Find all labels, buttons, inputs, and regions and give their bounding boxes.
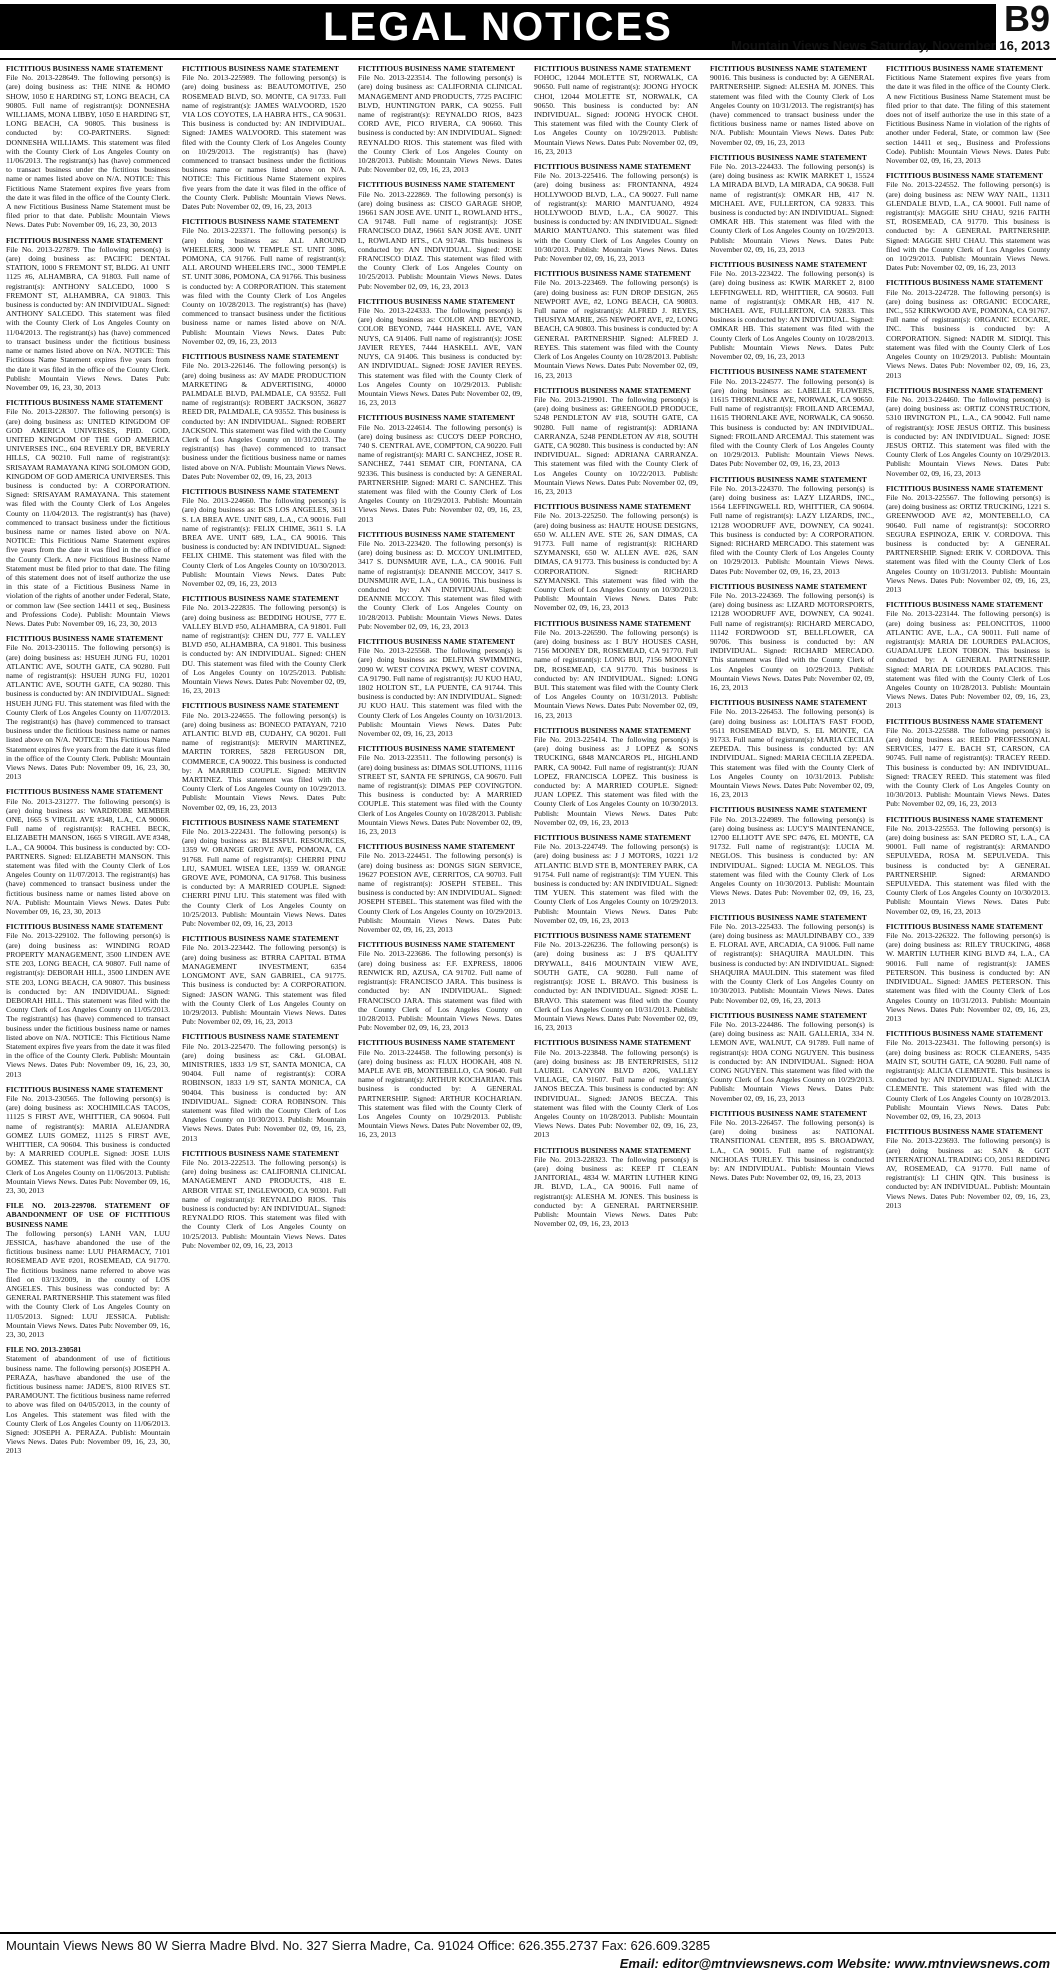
legal-notice [6, 1085, 170, 1195]
notice-body: File No. 2013-224577. The following person(s) is (are) doing business as: LABELLE FLOWERS, 11615 THORNLAKE AVE, NORWALK, CA 90650. Full name of registrant(s): FROILAND ARCEMAJ, 11615 THORNLAKE AVE, NORWALK, CA 90650. This business is conducted by: AN INDIVIDUAL. Signed: FROILAND ARCEMAJ. This statement was filed with the County Clerk of Los Angeles County on 10/29/2013. Publish: Mountain Views News. Dates Pub: November 02, 09, 16, 23, 2013 [710, 376, 874, 469]
notice-body: File No. 2013-224458. The following person(s) is (are) doing business as: FLUX HOOKAH, 408 N. MAPLE AVE #B, MONTEBELLO, CA 90640. Full name of registrant(s): ARTHUR KOCHARIAN. This business is conducted by: A GENERAL PARTNERSHIP. Signed: ARTHUR KOCHARIAN. This statement was filed with the County Clerk of Los Angeles County on 10/29/2013. Publish: Mountain Views News. Dates Pub: November 02, 09, 16, 23, 2013 [358, 1047, 522, 1140]
notice-heading: FICTITIOUS BUSINESS NAME STATEMENT [886, 716, 1043, 726]
notice-body: File No. 2013-226453. The following person(s) is (are) doing business as: LOLITA'S FAST FOOD, 9511 ROSEMEAD BLVD, S. EL MONTE, CA 91733. Full name of registrant(s): MARIA CECILIA ZEPEDA. This business is conducted by: AN INDIVIDUAL. Signed: MARIA CECILIA ZEPEDA. This statement was filed with the County Clerk of Los Angeles County on 10/31/2013. Publish: Mountain Views News. Dates Pub: November 02, 09, 16, 23, 2013 [710, 707, 874, 800]
notice-heading: FICTITIOUS BUSINESS NAME STATEMENT [182, 1032, 339, 1042]
notice-heading: FICTITIOUS BUSINESS NAME STATEMENT [886, 814, 1043, 824]
page-header [0, 0, 1056, 62]
notice-body: File No. 2013-222431. The following person(s) is (are) doing business as: BLISSFUL RESOURCES, 1359 W. ORANGE GROVE AVE, POMONA, CA 91768. Full name of registrant(s): CHERRI PINU LIU, SAMUEL WISEA LEE, 1359 W. ORANGE GROVE AVE, POMONA, CA 91768. This business is conducted by: A MARRIED COUPLE. Signed: CHERRI PINU LIU. This statement was filed with the County Clerk of Los Angeles County on 10/25/2013. Publish: Mountain Views News. Dates Pub: November 02, 09, 16, 23, 2013 [182, 827, 346, 929]
legal-notice [182, 934, 346, 1026]
notice-heading: FICTITIOUS BUSINESS NAME STATEMENT [358, 636, 515, 646]
legal-notice [182, 1032, 346, 1142]
notice-body: File No. 2013-222869. The following person(s) is (are) doing business as: CISCO GARAGE SHOP, 19661 SAN JOSE AVE. UNIT L, ROWLAND HTS., CA 91748. Full name of registrant(s): JOSE FRANCISCO DIAZ, 19661 SAN JOSE AVE. UNIT L, ROWLAND HTS., CA 91748. This business is conducted by: AN INDIVIDUAL. Signed: JOSE FRANCISCO DIAZ. This statement was filed with the County Clerk of Los Angeles County on 10/25/2013. Publish: Mountain Views News. Dates Pub: November 02, 09, 16, 23, 2013 [358, 189, 522, 291]
notice-body: File No. 2013-226322. The following person(s) is (are) doing business as: RILEY TRUCKING, 4868 W. MARTIN LUTHER KING BLVD #4, L.A., CA 90016. Full name of registrant(s): JAMES PETERSON. This business is conducted by: AN INDIVIDUAL. Signed: JAMES PETERSON. This statement was filed with the County Clerk of Los Angeles County on 10/31/2013. Publish: Mountain Views News. Dates Pub: November 02, 09, 16, 23, 2013 [886, 931, 1050, 1023]
legal-notice [534, 619, 698, 720]
notice-column-1 [6, 64, 170, 1926]
notice-body: File No. 2013-225989. The following person(s) is (are) doing business as: BEAUTOMOTIVE, 250 ROSEMEAD BLVD, SO. MONTE, CA 91733. Full name of registrant(s): JAMES WALVOORD, 1520 VIA LOS COYOTES, LA HABRA HTS., CA 90631. This business is conducted by: AN INDIVIDUAL. Signed: JAMES WALVOORD. This statement was filed with the County Clerk of Los Angeles County on 10/29/2013. The registrant(s) has (have) commenced to transact business under the fictitious business name or names listed above on N/A. NOTICE: This Fictitious Name Statement expires five years from the date it was filed in the office of the County Clerk. Publish: Mountain Views News. Dates Pub: November 02, 09, 16, 23, 2013 [182, 73, 346, 212]
notice-heading: FICTITIOUS BUSINESS NAME STATEMENT [182, 701, 339, 711]
notice-body: File No. 2013-231277. The following person(s) is (are) doing business as: WARDROBE MEMBER ONE, 1665 S VIRGIL AVE #348, L.A., CA 90006. Full name of registrant(s): RACHEL BECK, ELIZABETH MANSON, 1665 S VIRGIL AVE #348, L.A., CA 90004. This business is conducted by: CO-PARTNERS. Signed: ELIZABETH MANSON. This statement was filed with the County Clerk of Los Angeles County on 11/07/2013. The registrant(s) has (have) commenced to transact business under the fictitious business name or names listed above on N/A. Publish: Mountain Views News. Dates Pub: November 09, 16, 23, 30, 2013 [6, 796, 170, 917]
notice-body: File No. 2013-223442. The following person(s) is (are) doing business as: BTRRA CAPITAL BTMA MANAGEMENT INVESTMENT, 6354 LONGMONT AVE, SAN GABRIEL, CA 91775. This business is conducted by: A CORPORATION. Signed: JASON WANG. This statement was filed with the County Clerk of Los Angeles County on 10/29/2013. Publish: Mountain Views News. Dates Pub: November 02, 09, 16, 23, 2013 [182, 943, 346, 1027]
notice-body: File No. 2013-224614. The following person(s) is (are) doing business as: CUCO'S DEEP PORCHO, 740 S. CENTRAL AVE, COMPTON, CA 90220. Full name of registrant(s): MARI C. SANCHEZ, JOSE R. SANCHEZ, 7441 SEMAT CIR, FONTANA, CA 92336. This business is conducted by: A GENERAL PARTNERSHIP. Signed: MARI C. SANCHEZ. This statement was filed with the County Clerk of Los Angeles County on 10/29/2013. Publish: Mountain Views News. Dates Pub: November 02, 09, 16, 23, 2013 [358, 422, 522, 524]
notice-body: File No. 2013-223848. The following person(s) is (are) doing business as: JB ENTERPRISES, 5112 LAUREL CANYON BLVD #206, VALLEY VILLAGE, CA 91607. Full name of registrant(s): JANOS BECZA. This business is conducted by: AN INDIVIDUAL. Signed: JANOS BECZA. This statement was filed with the County Clerk of Los Angeles County on 10/28/2013. Publish: Mountain Views News. Dates Pub: November 02, 09, 16, 23, 2013 [534, 1047, 698, 1140]
notice-body: Statement of abandonment of use of fictitious business name. The following person(s) JOSEPH A. PERAZA, has/have abandoned the use of the fictitious business name: JADE'S, 8100 RIVES ST. PARAMOUNT. The fictitious business name referred to above was filed on 04/05/2013, in the county of Los Angeles. This statement was filed with the County Clerk of Los Angeles County on 11/06/2013. Signed: JOSEPH A. PERAZA. Publish: Mountain Views News. Dates Pub: November 09, 16, 23, 30, 2013 [6, 1354, 170, 1456]
notice-body: File No. 2013-224333. The following person(s) is (are) doing business as: COLOR AND BEYOND, COLOR BEYOND, 7444 HASKELL AVE, VAN NUYS, CA 91406. Full name of registrant(s): JOSE JAVIER REYES, 7444 HASKELL AVE, VAN NUYS, CA 91406. This business is conducted by: AN INDIVIDUAL. Signed: JOSE JAVIER REYES. This statement was filed with the County Clerk of Los Angeles County on 10/29/2013. Publish: Mountain Views News. Dates Pub: November 02, 09, 16, 23, 2013 [358, 306, 522, 408]
legal-notice [358, 530, 522, 631]
notice-heading: FICTITIOUS BUSINESS NAME STATEMENT [358, 940, 515, 950]
notice-column-3 [358, 64, 522, 1926]
notice-heading: FICTITIOUS BUSINESS NAME STATEMENT [182, 64, 339, 73]
page-footer [0, 1932, 1056, 1971]
notice-body: File No. 2013-223514. The following person(s) is (are) doing business as: CALIFORNIA CLINICAL MANAGEMENT AND PRODUCTS, 7725 PACIFIC BLVD, HUNTINGTON PARK, CA 90255. Full name of registrant(s): REYNALDO RIOS, 8423 CORD AVE, PICO RIVERA, CA 90660. This business is conducted by: AN INDIVIDUAL. Signed: REYNALDO RIOS. This statement was filed with the County Clerk of Los Angeles County on 10/28/2013. Publish: Mountain Views News. Dates Pub: November 02, 09, 16, 23, 2013 [358, 73, 522, 175]
notice-heading: FICTITIOUS BUSINESS NAME STATEMENT [710, 152, 867, 162]
legal-notice [710, 1011, 874, 1103]
legal-notice [710, 805, 874, 906]
notice-body: File No. 2013-228307. The following person(s) is (are) doing business as: UNITED KINGDOM OF GOD AMERICA UNIVERSES, PHD. GOD, UNITED KINGDOM OF THE GOD AMERICA UNIVERSES INC., 604 REVERLY DR, BEVERLY HILLS, CA 90210. Full name of registrant(s): SRISAYAM RAMAYANA KING SOLOMON GOD, KINGDOM OF GOD AMERICA UNIVERSES. This business is conducted by: A CORPORATION. Signed: SRISAYAM RAMAYANA. This statement was filed with the County Clerk of Los Angeles County on 11/04/2013. The registrant(s) has (have) commenced to transact business under the fictitious business name or names listed above on N/A. NOTICE: This Fictitious Name Statement expires five years from the date it was filed in the office of the County Clerk. A new Fictitious Business Name Statement must be filed prior to that date. The filing of this statement does not of itself authorize the use in this state of a Fictitious Business Name in violation of the rights of another under Federal, State, or common law (See section 14411 et seq., Business and Professions Code). Publish: Mountain Views News. Dates Pub: November 09, 16, 23, 30, 2013 [6, 407, 170, 628]
notice-body: File No. 2013-225470. The following person(s) is (are) doing business as: C&L GLOBAL MINISTRIES, 1833 1/9 ST, SANTA MONICA, CA 90404. Full name of registrant(s): CORA ROBINSON, 1833 1/9 ST, SANTA MONICA, CA 90404. This business is conducted by: AN INDIVIDUAL. Signed: CORA ROBINSON. This statement was filed with the County Clerk of Los Angeles County on 10/30/2013. Publish: Mountain Views News. Dates Pub: November 02, 09, 16, 23, 2013 [182, 1041, 346, 1143]
notice-heading: FICTITIOUS BUSINESS NAME STATEMENT [710, 805, 867, 815]
notice-body: File No. 2013-224451. The following person(s) is (are) doing business as: DONGS SIGN SERVICE, 19627 POESION AVE, CERRITOS, CA 90703. Full name of registrant(s): JOSEPH STEBEL. This business is conducted by: AN INDIVIDUAL. Signed: JOSEPH STEBEL. This statement was filed with the County Clerk of Los Angeles County on 10/29/2013. Publish: Mountain Views News. Dates Pub: November 02, 09, 16, 23, 2013 [358, 851, 522, 935]
notice-heading: FICTITIOUS BUSINESS NAME STATEMENT [6, 1084, 163, 1094]
legal-notice [534, 502, 698, 612]
notice-body: File No. 2013-224749. The following person(s) is (are) doing business as: J J MOTORS, 10221 1/2 ATLANTIC BLVD STE B, MONTEREY PARK, CA 91754. Full name of registrant(s): TIM YUEN. This business is conducted by: AN INDIVIDUAL. Signed: TIM YUEN. This statement was filed with the County Clerk of Los Angeles County on 10/29/2013. Publish: Mountain Views News. Dates Pub: November 02, 09, 16, 23, 2013 [534, 842, 698, 925]
legal-notice [534, 162, 698, 263]
legal-notice [358, 637, 522, 738]
notice-body: File No. 2013-223431. The following person(s) is (are) doing business as: ROCK CLEANERS, 5435 MAIN ST, SOUTH GATE, CA 90280. Full name of registrant(s): ALICIA CLEMENTE. This business is conducted by: AN INDIVIDUAL. Signed: ALICIA CLEMENTE. This statement was filed with the County Clerk of Los Angeles County on 10/28/2013. Publish: Mountain Views News. Dates Pub: November 02, 09, 16, 23, 2013 [886, 1038, 1050, 1121]
legal-notice [710, 913, 874, 1005]
legal-notice [710, 64, 874, 147]
notice-heading: FILE NO. 2013-229708. STATEMENT OF ABANDONMENT OF USE OF FICTITIOUS BUSINESS NAME [6, 1201, 170, 1229]
notice-heading: FICTITIOUS BUSINESS NAME STATEMENT [886, 483, 1043, 493]
notice-body: File No. 2013-225416. The following person(s) is (are) doing business as: FRONTANNA, 4924 HOLLYWOOD BLVD, L.A., CA 90027. Full name of registrant(s): MARIO MANTUANO, 4924 HOLLYWOOD BLVD, L.A., CA 90027. This business is conducted by: AN INDIVIDUAL. Signed: MARIO MANTUANO. This statement was filed with the County Clerk of Los Angeles County on 10/30/2013. Publish: Mountain Views News. Dates Pub: November 02, 09, 16, 23, 2013 [534, 171, 698, 264]
notice-body: File No. 2013-229102. The following person(s) is (are) doing business as: WINDING ROAD PROPERTY MANAGEMENT, 3500 LINDEN AVE STE 203, LONG BEACH, CA 90807. Full name of registrant(s): DEBORAH HILL, 3500 LINDEN AVE STE 203, LONG BEACH, CA 90807. This business is conducted by: AN INDIVIDUAL. Signed: DEBORAH HILL. This statement was filed with the County Clerk of Los Angeles County on 11/05/2013. The registrant(s) has (have) commenced to transact business under the fictitious business name or names listed above on N/A. NOTICE: This Fictitious Name Statement expires five years from the date it was filed in the office of the County Clerk. Publish: Mountain Views News. Dates Pub: November 09, 16, 23, 30, 2013 [6, 931, 170, 1079]
legal-notice [6, 398, 170, 628]
notice-heading: FICTITIOUS BUSINESS NAME STATEMENT [710, 1010, 867, 1020]
notice-body: File No. 2013-224370. The following person(s) is (are) doing business as: LAZY LIZARDS, INC., 1564 LEFFINGWELL RD, WHITTIER, CA 90604. Full name of registrant(s): LAZY LIZARDS, INC., 12128 WOODRUFF AVE, DOWNEY, CA 90241. This business is conducted by: A CORPORATION. Signed: RICHARD MERCADO. This statement was filed with the County Clerk of Los Angeles County on 10/29/2013. Publish: Mountain Views News. Dates Pub: November 02, 09, 16, 23, 2013 [710, 483, 874, 576]
legal-notice [886, 386, 1050, 478]
notice-heading: FICTITIOUS BUSINESS NAME STATEMENT [534, 1145, 691, 1155]
legal-notice [534, 726, 698, 827]
notice-body: File No. 2013-226590. The following person(s) is (are) doing business as: I BUY HOUSES CASH, 7156 MOONEY DR, ROSEMEAD, CA 91770. Full name of registrant(s): LONG BUI, 7156 MOONEY DR, ROSEMEAD, CA 91770. This business is conducted by: AN INDIVIDUAL. Signed: LONG BUI. This statement was filed with the County Clerk of Los Angeles County on 10/31/2013. Publish: Mountain Views News. Dates Pub: November 02, 09, 16, 23, 2013 [534, 627, 698, 720]
notice-body: File No. 2013-224655. The following person(s) is (are) doing business as: BONECO PATAYAN, 7210 ATLANTIC BLVD #B, CUDAHY, CA 90201. Full name of registrant(s): MERVIN MARTINEZ, MARTIN TORRES, 5828 FERGUSON DR, COMMERCE, CA 90022. This business is conducted by: A MARRIED COUPLE. Signed: MERVIN MARTINEZ. This statement was filed with the County Clerk of Los Angeles County on 10/29/2013. Publish: Mountain Views News. Dates Pub: November 02, 09, 16, 23, 2013 [182, 710, 346, 812]
legal-notice [182, 818, 346, 928]
notice-heading: FICTITIOUS BUSINESS NAME STATEMENT [182, 352, 339, 362]
notice-body: The following person(s) LANH VAN, LUU JESSICA, has/have abandoned the use of the fictitious business name: LUU PHARMACY, 7101 ROSEMEAD AVE #201, ROSEMEAD, CA 91770. The fictitious business name referred to above was filed on 03/13/2009, in the county of LOS ANGELES. This business was conducted by: A GENERAL PARTNERSHIP. This statement was filed with the County Clerk of Los Angeles County on 11/05/2013. Signed: LUU JESSICA. Publish: Mountain Views News. Dates Pub: November 09, 16, 23, 30, 2013 [6, 1228, 170, 1340]
notice-heading: FICTITIOUS BUSINESS NAME STATEMENT [6, 787, 163, 797]
legal-notice [886, 1127, 1050, 1210]
notice-body: File No. 2013-227879. The following person(s) is (are) doing business as: PACIFIC DENTAL STATION, 1000 S FREMONT ST, BLDG. A1 UNIT 1125 #6, ALHAMBRA, CA 91803. Full name of registrant(s): ANTHONY SALCEDO, 1000 S FREMONT ST, ALHAMBRA, CA 91803. This business is conducted by: AN INDIVIDUAL. Signed: ANTHONY SALCEDO. This statement was filed with the County Clerk of Los Angeles County on 11/04/2013. The registrant(s) has (have) commenced to transact business under the fictitious business name or names listed above on N/A. NOTICE: This Fictitious Name Statement expires five years from the date it was filed in the office of the County Clerk. Publish: Mountain Views News. Dates Pub: November 09, 16, 23, 30, 2013 [6, 244, 170, 392]
legal-notice [534, 64, 698, 156]
notice-body: File No. 2013-230565. The following person(s) is (are) doing business as: XOCHIMILCAS TACOS, 11125 S FIRST AVE, WHITTIER, CA 90604. Full name of registrant(s): MARIA ALEJANDRA GOMEZ LUIS GOMEZ, 11125 S FIRST AVE, WHITTIER, CA 90604. This business is conducted by: A MARRIED COUPLE. Signed: JOSE LUIS GOMEZ. This statement was filed with the County Clerk of Los Angeles County on 11/06/2013. Publish: Mountain Views News. Dates Pub: November 09, 16, 23, 30, 2013 [6, 1093, 170, 1195]
notice-heading: FICTITIOUS BUSINESS NAME STATEMENT [6, 64, 163, 73]
notice-body: File No. 2013-228323. The following person(s) is (are) doing business as: KEEP IT CLEAN JANITORIAL, 4834 W. MARTIN LUTHER KING JR. BLVD, L.A., CA 90016. Full name of registrant(s): ALESHA M. JONES. This business is conducted by: A GENERAL PARTNERSHIP. Publish: Mountain Views News. Dates Pub: November 02, 09, 16, 23, 2013 [534, 1154, 698, 1229]
legal-notice [182, 487, 346, 588]
legal-notice [886, 1029, 1050, 1121]
notice-body: 90016. This business is conducted by: A GENERAL PARTNERSHIP. Signed: ALESHA M. JONES. This statement was filed with the County Clerk of Los Angeles County on 10/31/2013. The registrant(s) has (have) commenced to transact business under the fictitious business name or names listed above on N/A. Publish: Mountain Views News. Dates Pub: November 02, 09, 16, 23, 2013 [710, 73, 874, 147]
notice-body: File No. 2013-223469. The following person(s) is (are) doing business as: FUN DROP DESIGN, 265 NEWPORT AVE, #2, LONG BEACH, CA 90803. Full name of registrant(s): ALFRED J. REYES, THUSIYA MARIE, 265 NEWPORT AVE, #2, LONG BEACH, CA 90803. This business is conducted by: A GENERAL PARTNERSHIP. Signed: ALFRED J. REYES. This statement was filed with the County Clerk of Los Angeles County on 10/28/2013. Publish: Mountain Views News. Dates Pub: November 02, 09, 16, 23, 2013 [534, 278, 698, 380]
notice-heading: FICTITIOUS BUSINESS NAME STATEMENT [358, 1038, 515, 1048]
section-title: LEGAL NOTICES [0, 4, 996, 50]
legal-notice [358, 1038, 522, 1139]
legal-notice [710, 367, 874, 468]
notice-heading: FICTITIOUS BUSINESS NAME STATEMENT [534, 931, 691, 941]
notice-heading: FICTITIOUS BUSINESS NAME STATEMENT [534, 725, 691, 735]
notice-heading: FICTITIOUS BUSINESS NAME STATEMENT [710, 367, 867, 377]
notice-heading: FICTITIOUS BUSINESS NAME STATEMENT [534, 1038, 691, 1048]
notice-heading: FILE NO. 2013-230581 [6, 1345, 82, 1355]
notice-body: File No. 2013-225433. The following person(s) is (are) doing business as: MAULDINBABY CO., 339 E. FLORAL AVE, ARCADIA, CA 91006. Full name of registrant(s): SHAQUIRA MAULDIN. This business is conducted by: AN INDIVIDUAL. Signed: SHAQUIRA MAULDIN. This statement was filed with the County Clerk of Los Angeles County on 10/30/2013. Publish: Mountain Views News. Dates Pub: November 02, 09, 16, 23, 2013 [710, 921, 874, 1005]
notice-body: File No. 2013-223693. The following person(s) is (are) doing business as: SAN & GOT INTERNATIONAL TRADING CO, 2051 REDDING AV, ROSEMEAD, CA 91770. Full name of registrant(s): LI CHIN QIN. This business is conducted by: AN INDIVIDUAL. Publish: Mountain Views News. Dates Pub: November 02, 09, 16, 23, 2013 [886, 1136, 1050, 1210]
notice-column-6 [886, 64, 1050, 1926]
legal-notice [358, 413, 522, 523]
notice-heading: FICTITIOUS BUSINESS NAME STATEMENT [886, 64, 1043, 73]
notice-heading: FICTITIOUS BUSINESS NAME STATEMENT [182, 1148, 339, 1158]
notice-heading: FICTITIOUS BUSINESS NAME STATEMENT [710, 581, 867, 591]
notice-body: File No. 2013-226146. The following person(s) is (are) doing business as: AV MADE PRODUCTION MARKETING & ADVERTISING, 40000 PALMDALE BLVD, PALMDALE, CA 93552. Full name of registrant(s): ROBERT JACKSON, 36827 REED DR, PALMDALE, CA 93552. This business is conducted by: AN INDIVIDUAL. Signed: ROBERT JACKSON. This statement was filed with the County Clerk of Los Angeles County on 10/31/2013. The registrant(s) has (have) commenced to transact business under the fictitious business name or names listed above on N/A. Publish: Mountain Views News. Dates Pub: November 02, 09, 16, 23, 2013 [182, 361, 346, 481]
notice-column-2 [182, 64, 346, 1926]
notice-heading: FICTITIOUS BUSINESS NAME STATEMENT [358, 180, 515, 190]
legal-notice [886, 922, 1050, 1023]
notice-heading: FICTITIOUS BUSINESS NAME STATEMENT [710, 1108, 867, 1118]
notice-body: File No. 2013-224660. The following person(s) is (are) doing business as: BCS LOS ANGELES, 3611 S. LA BREA AVE. UNIT 689, L.A., CA 90016. Full name of registrant(s): FELIX CHIME, 3611 S. LA BREA AVE. UNIT 689, L.A., CA 90016. This business is conducted by: AN INDIVIDUAL. Signed: FELIX CHIME. This statement was filed with the County Clerk of Los Angeles County on 10/30/2013. Publish: Mountain Views News. Dates Pub: November 02, 09, 16, 23, 2013 [182, 496, 346, 588]
notice-heading: FICTITIOUS BUSINESS NAME STATEMENT [710, 64, 867, 73]
notice-heading: FICTITIOUS BUSINESS NAME STATEMENT [710, 698, 867, 708]
legal-notice [6, 1201, 170, 1339]
notice-heading: FICTITIOUS BUSINESS NAME STATEMENT [534, 833, 691, 843]
notice-body: File No. 2013-225588. The following person(s) is (are) doing business as: REED PROFESSIONAL SERVICES, 1477 E. BACH ST, CARSON, CA 90745. Full name of registrant(s): TRACEY REED. This business is conducted by: AN INDIVIDUAL. Signed: TRACEY REED. This statement was filed with the County Clerk of Los Angeles County on 10/30/2013. Publish: Mountain Views News. Dates Pub: November 02, 09, 16, 23, 2013 [886, 725, 1050, 809]
legal-notice [358, 744, 522, 836]
legal-notice [534, 1038, 698, 1139]
legal-notice [710, 582, 874, 692]
notice-body: File No. 2013-223686. The following person(s) is (are) doing business as: F.F. EXPRESS, 18006 RENWICK RD, AZUSA, CA 91702. Full name of registrant(s): FRANCISCO JARA. This business is conducted by: AN INDIVIDUAL. Signed: FRANCISCO JARA. This statement was filed with the County Clerk of Los Angeles County on 10/28/2013. Publish: Mountain Views News. Dates Pub: November 02, 09, 16, 23, 2013 [358, 949, 522, 1033]
notice-heading: FICTITIOUS BUSINESS NAME STATEMENT [534, 385, 691, 395]
legal-notice [182, 594, 346, 695]
footer-info [6, 1937, 1050, 1973]
notice-body: Fictitious Name Statement expires five years from the date it was filed in the office of the County Clerk. A new Fictitious Business Name Statement must be filed prior to that date. The filing of this statement does not of itself authorize the use in this state of a Fictitious Business Name in violation of the rights of another under Federal, State, or common law (See section 14411 et seq., Business and Professions Code). Publish: Mountain Views News. Dates Pub: November 02, 09, 16, 23, 2013 [886, 73, 1050, 166]
notice-body: File No. 2013-225567. The following person(s) is (are) doing business as: ORTIZ TRUCKING, 1221 S. GREENWOOD AVE #2, MONTEBELLO, CA 90640. Full name of registrant(s): SOCORRO SEGURA ESPINOZA, ERIK V. CORDOVA. This business is conducted by: A GENERAL PARTNERSHIP. Signed: ERIK V. CORDOVA. This statement was filed with the County Clerk of Los Angeles County on 10/31/2013. Publish: Mountain Views News. Dates Pub: November 02, 09, 16, 23, 2013 [886, 492, 1050, 594]
notice-heading: FICTITIOUS BUSINESS NAME STATEMENT [358, 744, 515, 754]
notice-heading: FICTITIOUS BUSINESS NAME STATEMENT [534, 64, 691, 73]
notice-heading: FICTITIOUS BUSINESS NAME STATEMENT [358, 413, 515, 423]
notice-heading: FICTITIOUS BUSINESS NAME STATEMENT [6, 398, 163, 408]
legal-notice [358, 297, 522, 407]
legal-notice [358, 842, 522, 934]
legal-notice [710, 260, 874, 361]
notice-heading: FICTITIOUS BUSINESS NAME STATEMENT [710, 474, 867, 484]
notice-body: File No. 2013-225414. The following person(s) is (are) doing business as: J LOPEZ & SONS TRUCKING, 6848 MANCAROS PL, HIGHLAND PARK, CA 90042. Full name of registrant(s): JUAN LOPEZ, FRANCISCA LOPEZ. This business is conducted by: A MARRIED COUPLE. Signed: JUAN LOPEZ. This statement was filed with the County Clerk of Los Angeles County on 10/30/2013. Publish: Mountain Views News. Dates Pub: November 02, 09, 16, 23, 2013 [534, 735, 698, 827]
legal-notice [6, 787, 170, 916]
legal-notice [534, 833, 698, 925]
notice-heading: FICTITIOUS BUSINESS NAME STATEMENT [886, 278, 1043, 288]
legal-notice [886, 815, 1050, 916]
legal-notice [886, 278, 1050, 379]
legal-notice [534, 1146, 698, 1229]
notice-body: File No. 2013-223420. The following person(s) is (are) doing business as: D. MCCOY UNLIMITED, 3417 S. DUNSMUIR AVE, L.A., CA 90016. Full name of registrant(s): DEANNIE MCCOY, 3417 S. DUNSMUIR AVE, L.A., CA 90016. This business is conducted by: AN INDIVIDUAL. Signed: DEANNIE MCCOY. This statement was filed with the County Clerk of Los Angeles County on 10/28/2013. Publish: Mountain Views News. Dates Pub: November 02, 09, 16, 23, 2013 [358, 538, 522, 631]
page-number: B9 [1003, 0, 1050, 39]
legal-notice [710, 698, 874, 799]
legal-notice [6, 236, 170, 392]
legal-notice [886, 64, 1050, 165]
legal-notice [6, 64, 170, 230]
notice-heading: FICTITIOUS BUSINESS NAME STATEMENT [182, 594, 339, 604]
legal-notice [6, 634, 170, 781]
notice-heading: FICTITIOUS BUSINESS NAME STATEMENT [6, 922, 163, 932]
notice-heading: FICTITIOUS BUSINESS NAME STATEMENT [6, 235, 163, 245]
legal-notice [358, 940, 522, 1032]
legal-notice [182, 1149, 346, 1250]
notice-body: File No. 2013-225568. The following person(s) is (are) doing business as: DELFINA SWIMMING, 2090 W. WEST COVINA PKWY, WEST COVINA, CA 91790. Full name of registrant(s): JU KUO HAU, 1802 HOLTON ST., LA PUENTE, CA 91744. This business is conducted by: AN INDIVIDUAL. Signed: JU KUO HAU. This statement was filed with the County Clerk of Los Angeles County on 10/31/2013. Publish: Mountain Views News. Dates Pub: November 02, 09, 16, 23, 2013 [358, 646, 522, 739]
legal-notice [358, 64, 522, 174]
legal-notice [6, 1345, 170, 1455]
notice-heading: FICTITIOUS BUSINESS NAME STATEMENT [182, 817, 339, 827]
notice-heading: FICTITIOUS BUSINESS NAME STATEMENT [182, 217, 339, 227]
notice-body: File No. 2013-223144. The following person(s) is (are) doing business as: PELONCITOS, 11000 ATLANTIC AVE, L.A., CA 90011. Full name of registrant(s): MARIA DE LOURDES PALACIOS, GUADALUPE LEON TOBON. This business is conducted by: A GENERAL PARTNERSHIP. Signed: MARIA DE LOURDES PALACIOS. This statement was filed with the County Clerk of Los Angeles County on 10/28/2013. Publish: Mountain Views News. Dates Pub: November 02, 09, 16, 23, 2013 [886, 609, 1050, 711]
notice-heading: FICTITIOUS BUSINESS NAME STATEMENT [534, 618, 691, 628]
notice-columns [6, 64, 1050, 1926]
legal-notice [886, 171, 1050, 272]
notice-body: File No. 2013-226236. The following person(s) is (are) doing business as: J B'S QUALITY DRYWALL, 8416 MOUNTAIN VIEW AVE, SOUTH GATE, CA 90280. Full name of registrant(s): JOSE L. BRAVO. This business is conducted by: AN INDIVIDUAL. Signed: JOSE L. BRAVO. This statement was filed with the County Clerk of Los Angeles County on 10/31/2013. Publish: Mountain Views News. Dates Pub: November 02, 09, 16, 23, 2013 [534, 940, 698, 1033]
notice-heading: FICTITIOUS BUSINESS NAME STATEMENT [182, 486, 339, 496]
notice-heading: FICTITIOUS BUSINESS NAME STATEMENT [886, 385, 1043, 395]
notice-body: File No. 2013-224486. The following person(s) is (are) doing business as: NAIL GALLERIA, 334 N. LEMON AVE, WALNUT, CA 91789. Full name of registrant(s): HOA CONG NGUYEN. This business is conducted by: AN INDIVIDUAL. Signed: HOA CONG NGUYEN. This statement was filed with the County Clerk of Los Angeles County on 10/29/2013. Publish: Mountain Views News. Dates Pub: November 02, 09, 16, 23, 2013 [710, 1019, 874, 1103]
notice-heading: FICTITIOUS BUSINESS NAME STATEMENT [534, 502, 691, 512]
notice-body: File No. 2013-226457. The following person(s) is (are) doing business as: NATIONAL TRANSITIONAL CENTER, 895 S. BROADWAY, L.A., CA 90015. Full name of registrant(s): NICHOLAS TURLEY. This business is conducted by: AN INDIVIDUAL. Publish: Mountain Views News. Dates Pub: November 02, 09, 16, 23, 2013 [710, 1117, 874, 1183]
notice-column-5 [710, 64, 874, 1926]
legal-notice [182, 701, 346, 811]
legal-notice [886, 717, 1050, 809]
legal-notice [534, 931, 698, 1032]
legal-notice [358, 180, 522, 290]
footer-address: Mountain Views News 80 W Sierra Madre Blvd. No. 327 Sierra Madre, Ca. 91024 Office: 626.355.2737 Fax: 626.609.3285 [6, 1938, 711, 1953]
notice-body: File No. 2013-222513. The following person(s) is (are) doing business as: CALIFORNIA CLINICAL MANAGEMENT AND PRODUCTS, 418 E. ARBOR VITAE ST, INGLEWOOD, CA 90301. Full name of registrant(s): REYNALDO RIOS. This business is conducted by: AN INDIVIDUAL. Signed: REYNALDO RIOS. This statement was filed with the County Clerk of Los Angeles County on 10/25/2013. Publish: Mountain Views News. Dates Pub: November 02, 09, 16, 23, 2013 [182, 1157, 346, 1250]
legal-notice [710, 1109, 874, 1183]
notice-heading: FICTITIOUS BUSINESS NAME STATEMENT [886, 600, 1043, 610]
notice-body: File No. 2013-222835. The following person(s) is (are) doing business as: BEDDING HOUSE, 777 E. VALLEY BLVD #50, ALHAMBRA, CA 91801. Full name of registrant(s): CHEN DU, 777 E. VALLEY BLVD #50, ALHAMBRA, CA 91801. This business is conducted by: AN INDIVIDUAL. Signed: CHEN DU. This statement was filed with the County Clerk of Los Angeles County on 10/25/2013. Publish: Mountain Views News. Dates Pub: November 02, 09, 16, 23, 2013 [182, 603, 346, 696]
legal-notice [182, 352, 346, 481]
header-divider [0, 58, 1056, 60]
notice-heading: FICTITIOUS BUSINESS NAME STATEMENT [358, 296, 515, 306]
notice-body: File No. 2013-224989. The following person(s) is (are) doing business as: LUCY'S MAINTENANCE, 12700 ELLIOTT AVE SPC #476, EL MONTE, CA 91732. Full name of registrant(s): LUCIA M. NEGLOS. This business is conducted by: AN INDIVIDUAL. Signed: LUCIA M. NEGLOS. This statement was filed with the County Clerk of Los Angeles County on 10/30/2013. Publish: Mountain Views News. Dates Pub: November 02, 09, 16, 23, 2013 [710, 814, 874, 907]
notice-body: File No. 2013-219901. The following person(s) is (are) doing business as: GREENGOLD PRODUCE, 5248 PENDLETON AV #18, SOUTH GATE, CA 90280. Full name of registrant(s): ADRIANA CARRANZA, 5248 PENDLETON AV #18, SOUTH GATE, CA 90280. This business is conducted by: AN INDIVIDUAL. Signed: ADRIANA CARRANZA. This statement was filed with the County Clerk of Los Angeles County on 10/22/2013. Publish: Mountain Views News. Dates Pub: November 02, 09, 16, 23, 2013 [534, 394, 698, 496]
notice-heading: FICTITIOUS BUSINESS NAME STATEMENT [886, 171, 1043, 181]
notice-heading: FICTITIOUS BUSINESS NAME STATEMENT [710, 260, 867, 270]
notice-body: File No. 2013-224433. The following person(s) is (are) doing business as: KWIK MARKET 1, 15524 LA MIRADA BLVD, LA MIRADA, CA 90638. Full name of registrant(s): OMKAR HB, 417 N. MICHAEL AVE, FULLERTON, CA 92833. This business is conducted by: AN INDIVIDUAL. Signed: OMKAR HB. This statement was filed with the County Clerk of Los Angeles County on 10/29/2013. Publish: Mountain Views News. Dates Pub: November 02, 09, 16, 23, 2013 [710, 162, 874, 254]
notice-body: File No. 2013-223511. The following person(s) is (are) doing business as: DIMAS SOLUTIONS, 11116 STREET ST, SANTA FE SPRINGS, CA 90670. Full name of registrant(s): DIMAS PEP COVINGTON. This business is conducted by: A MARRIED COUPLE. This statement was filed with the County Clerk of Los Angeles County on 10/28/2013. Publish: Mountain Views News. Dates Pub: November 02, 09, 16, 23, 2013 [358, 753, 522, 837]
notice-body: File No. 2013-228649. The following person(s) is (are) doing business as: THE NINE & HOMO SHOW, 1050 E HARDING ST, LONG BEACH, CA 90805. Full name of registrant(s): DONNESHA WILLIAMS, MONA LIBBY, 1050 E HARDING ST, LONG BEACH, CA 90805. This business is conducted by: CO-PARTNERS. Signed: DONNESHA WILLIAMS. This statement was filed with the County Clerk of Los Angeles County on 11/06/2013. The registrant(s) has (have) commenced to transact business under the fictitious business name or names listed above on N/A. NOTICE: This Fictitious Name Statement expires five years from the date it was filed in the office of the County Clerk. A new Fictitious Business Name Statement must be filed prior to that date. Publish: Mountain Views News. Dates Pub: November 09, 16, 23, 30, 2013 [6, 73, 170, 230]
notice-body: File No. 2013-225250. The following person(s) is (are) doing business as: HAUTE HOUSE DESIGNS, 650 W. ALLEN AVE. STE 26, SAN DIMAS, CA 91773. Full name of registrant(s): RICHARD SZYMANSKI, 650 W. ALLEN AVE. #26, SAN DIMAS, CA 91773. This business is conducted by: A CORPORATION. Signed: RICHARD SZYMANSKI. This statement was filed with the County Clerk of Los Angeles County on 10/30/2013. Publish: Mountain Views News. Dates Pub: November 02, 09, 16, 23, 2013 [534, 511, 698, 613]
legal-notice [886, 600, 1050, 710]
masthead-date: Mountain Views News Saturday, November 16, 2013 [731, 38, 1050, 53]
notice-body: File No. 2013-224552. The following person(s) is (are) doing business as: NEW WAY NAIL, 11311 GLENDALE BLVD, L.A., CA 90001. Full name of registrant(s): MAGGIE SHU CHAU, 9216 FAITH ST, ROSEMEAD, CA 91770. This business is conducted by: A GENERAL PARTNERSHIP. Signed: MAGGIE SHU CHAU. This statement was filed with the County Clerk of Los Angeles County on 10/29/2013. Publish: Mountain Views News. Dates Pub: November 02, 09, 16, 23, 2013 [886, 180, 1050, 273]
notice-heading: FICTITIOUS BUSINESS NAME STATEMENT [534, 162, 691, 172]
notice-heading: FICTITIOUS BUSINESS NAME STATEMENT [358, 64, 515, 73]
notice-body: File No. 2013-224460. The following person(s) is (are) doing business as: ORTIZ CONSTRUCTION, 5310 IRVINGTON PL, L.A., CA 90042. Full name of registrant(s): JOSE JESUS ORTIZ. This business is conducted by: AN INDIVIDUAL. Signed: JOSE JESUS ORTIZ. This statement was filed with the County Clerk of Los Angeles County on 10/29/2013. Publish: Mountain Views News. Dates Pub: November 02, 09, 16, 23, 2013 [886, 394, 1050, 478]
notice-column-4 [534, 64, 698, 1926]
legal-notice [182, 217, 346, 346]
notice-heading: FICTITIOUS BUSINESS NAME STATEMENT [182, 934, 339, 944]
legal-notice [6, 922, 170, 1078]
legal-notice [710, 475, 874, 576]
notice-heading: FICTITIOUS BUSINESS NAME STATEMENT [710, 912, 867, 922]
footer-contact: Email: editor@mtnviewsnews.com Website: www.mtnviewsnews.com [619, 1956, 1050, 1971]
notice-heading: FICTITIOUS BUSINESS NAME STATEMENT [886, 921, 1043, 931]
notice-body: File No. 2013-224369. The following person(s) is (are) doing business as: LIZARD MOTORSPORTS, 12128 WOODRUFF AVE, DOWNEY, CA 90241. Full name of registrant(s): RICHARD MERCADO, 11142 FORDWOOD ST, BELLFLOWER, CA 90706. This business is conducted by: AN INDIVIDUAL. Signed: RICHARD MERCADO. This statement was filed with the County Clerk of Los Angeles County on 10/29/2013. Publish: Mountain Views News. Dates Pub: November 02, 09, 16, 23, 2013 [710, 590, 874, 692]
notice-body: File No. 2013-223422. The following person(s) is (are) doing business as: KWIK MARKET 2, 8100 LEFFINGWELL RD, WHITTIER, CA 90603. Full name of registrant(s): OMKAR HB, 417 N. MICHAEL AVE, FULLERTON, CA 92833. This business is conducted by: AN INDIVIDUAL. Signed: OMKAR HB. This statement was filed with the County Clerk of Los Angeles County on 10/28/2013. Publish: Mountain Views News. Dates Pub: November 02, 09, 16, 23, 2013 [710, 269, 874, 362]
notice-heading: FICTITIOUS BUSINESS NAME STATEMENT [358, 842, 515, 852]
notice-body: File No. 2013-223371. The following person(s) is (are) doing business as: ALL AROUND WHEELERS, 3000 W. TEMPLE ST. UNIT 3086, POMONA, CA 91766. Full name of registrant(s): ALL AROUND WHEELERS INC., 3000 TEMPLE ST. UNIT 3086, POMONA, CA 91766. This business is conducted by: A CORPORATION. This statement was filed with the County Clerk of Los Angeles County on 10/28/2013. The registrant(s) has (have) commenced to transact business under the fictitious business name or names listed above on N/A. Publish: Mountain Views News. Dates Pub: November 02, 09, 16, 23, 2013 [182, 226, 346, 346]
notice-body: File No. 2013-225553. The following person(s) is (are) doing business as: SAN PEDRO ST, L.A., CA 90001. Full name of registrant(s): ARMANDO SEPULVEDA, ROSA M. SEPULVEDA. This business is conducted by: A GENERAL PARTNERSHIP. Signed: ARMANDO SEPULVEDA. This statement was filed with the County Clerk of Los Angeles County on 10/30/2013. Publish: Mountain Views News. Dates Pub: November 02, 09, 16, 23, 2013 [886, 823, 1050, 916]
legal-notice [534, 269, 698, 379]
notice-body: File No. 2013-224728. The following person(s) is (are) doing business as: ORGANIC ECOCARE, INC., 552 KIRKWOOD AVE, POMONA, CA 91767. Full name of registrant(s): ORGANIC ECOCARE, INC. This business is conducted by: A CORPORATION. Signed: NADIR M. SIDIQI. This statement was filed with the County Clerk of Los Angeles County on 10/29/2013. Publish: Mountain Views News. Dates Pub: November 02, 09, 16, 23, 2013 [886, 287, 1050, 380]
legal-notice [534, 386, 698, 496]
notice-heading: FICTITIOUS BUSINESS NAME STATEMENT [534, 269, 691, 279]
notice-heading: FICTITIOUS BUSINESS NAME STATEMENT [886, 1029, 1043, 1039]
notice-body: FOHOC, 12044 MOLETTE ST, NORWALK, CA 90650. Full name of registrant(s): JOONG HYOCK CHOI, 12044 MOLETTE ST, NORWALK, CA 90650. This business is conducted by: AN INDIVIDUAL. Signed: JOONG HYOCK CHOI. This statement was filed with the County Clerk of Los Angeles County on 10/29/2013. Publish: Mountain Views News. Dates Pub: November 02, 09, 16, 23, 2013 [534, 73, 698, 156]
footer-divider [0, 1932, 1056, 1934]
notice-heading: FICTITIOUS BUSINESS NAME STATEMENT [886, 1127, 1043, 1137]
legal-notice [710, 153, 874, 254]
notice-body: File No. 2013-230115. The following person(s) is (are) doing business as: HSUEH JUNG FU, 10201 ATLANTIC AVE, SOUTH GATE, CA 90280. Full name of registrant(s): HSUEH JUNG FU, 10201 ATLANTIC AVE, SOUTH GATE, CA 90280. This business is conducted by: AN INDIVIDUAL. Signed: HSUEH JUNG FU. This statement was filed with the County Clerk of Los Angeles County on 11/07/2013. The registrant(s) has (have) commenced to transact business under the fictitious business name or names listed above on N/A. NOTICE: This Fictitious Name Statement expires five years from the date it was filed in the office of the County Clerk. Publish: Mountain Views News. Dates Pub: November 09, 16, 23, 30, 2013 [6, 643, 170, 782]
notice-heading: FICTITIOUS BUSINESS NAME STATEMENT [6, 634, 163, 644]
notice-heading: FICTITIOUS BUSINESS NAME STATEMENT [358, 529, 515, 539]
legal-notice [886, 484, 1050, 594]
legal-notice [182, 64, 346, 211]
